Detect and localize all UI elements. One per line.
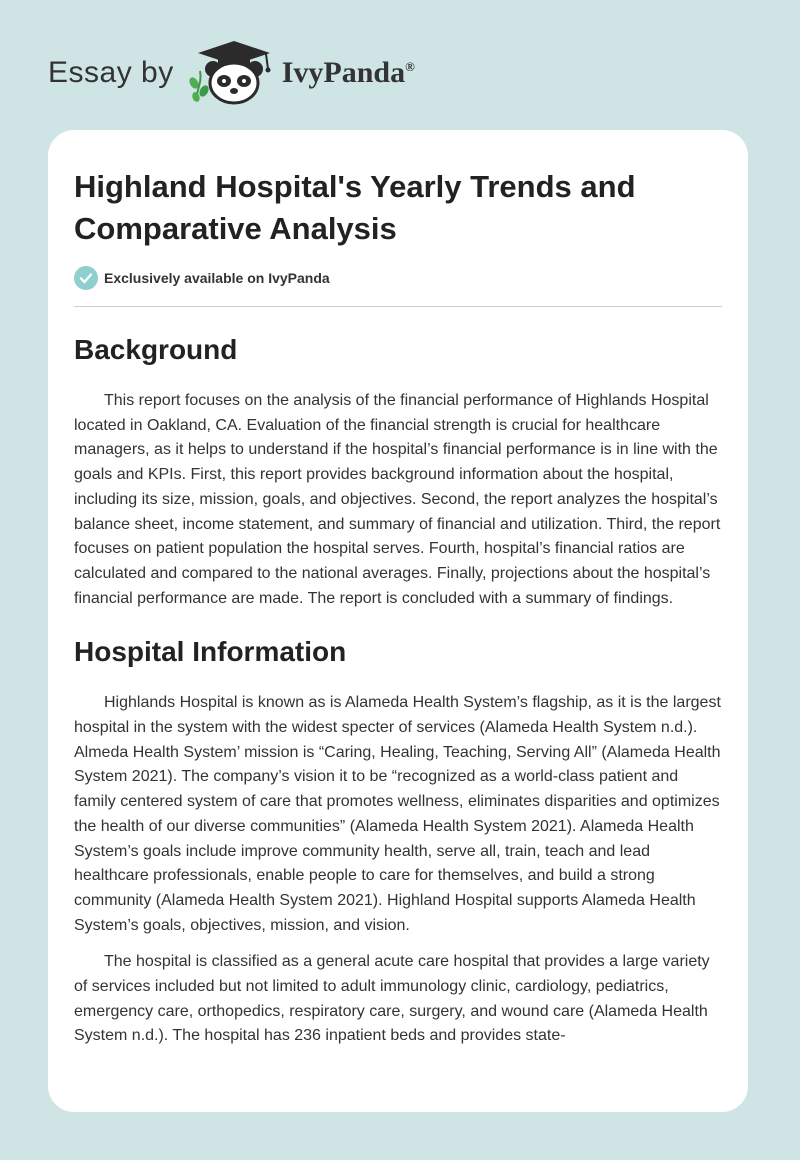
page-title: Highland Hospital's Yearly Trends and Comparative Analysis (74, 169, 636, 246)
brand-name[interactable]: IvyPanda® (281, 56, 415, 89)
article-card (48, 130, 748, 1112)
check-icon (74, 266, 98, 290)
essay-by-label: Essay by (48, 56, 174, 89)
paragraph: Highlands Hospital is known as is Alameda Health System’s flagship, as it is the largest hospital in the system with the widest specter of services (Alameda Health System n.d.). Almeda Health System’ mission is “Caring, Healing, Teaching, Serving All” (Alameda Health System 2021). The company’s vision it to be “recognized as a world-class patient and family centered system of care that promotes wellness, eliminates disparities and optimizes the health of our diverse communities” (Alameda Health System 2021). Alameda Health System’s goals include improve community health, serve all, train, teach and lead healthcare professionals, enable people to care for themselves, and build a strong community (Alameda Health System 2021). Highland Hospital supports Alameda Health System’s goals, objectives, mission, and vision. (74, 694, 721, 934)
section-heading-hospital-information: Hospital Information (74, 636, 347, 668)
divider (74, 306, 722, 307)
badge-label: Exclusively available on IvyPanda (104, 270, 330, 286)
section-heading-background: Background (74, 334, 238, 365)
paragraph: This report focuses on the analysis of the financial performance of Highlands Hospital located in Oakland, CA. Evaluation of the financial strength is crucial for healthcare managers, as it helps to understand if the hospital’s financial performance is in line with the goals and KPIs. First, this report provides background information about the hospital, including its size, mission, goals, and objectives. Second, the report analyzes the hospital’s balance sheet, income statement, and summary of financial and utilization. Third, the report focuses on patient population the hospital serves. Fourth, hospital’s financial ratios are calculated and compared to the national averages. Finally, projections about the hospital’s financial performance are made. The report is concluded with a summary of findings. (74, 392, 721, 607)
registered-mark: ® (405, 59, 415, 74)
panda-logo-icon[interactable] (188, 39, 276, 107)
site-header (48, 38, 415, 108)
paragraph: The hospital is classified as a general acute care hospital that provides a large variety of services included but not limited to adult immunology clinic, cardiology, pediatrics, emergency care, orthopedics, respiratory care, surgery, and wound care (Alameda Health System n.d.). The hospital has 236 inpatient beds and provides state- (74, 953, 710, 1045)
exclusive-badge (74, 266, 722, 290)
